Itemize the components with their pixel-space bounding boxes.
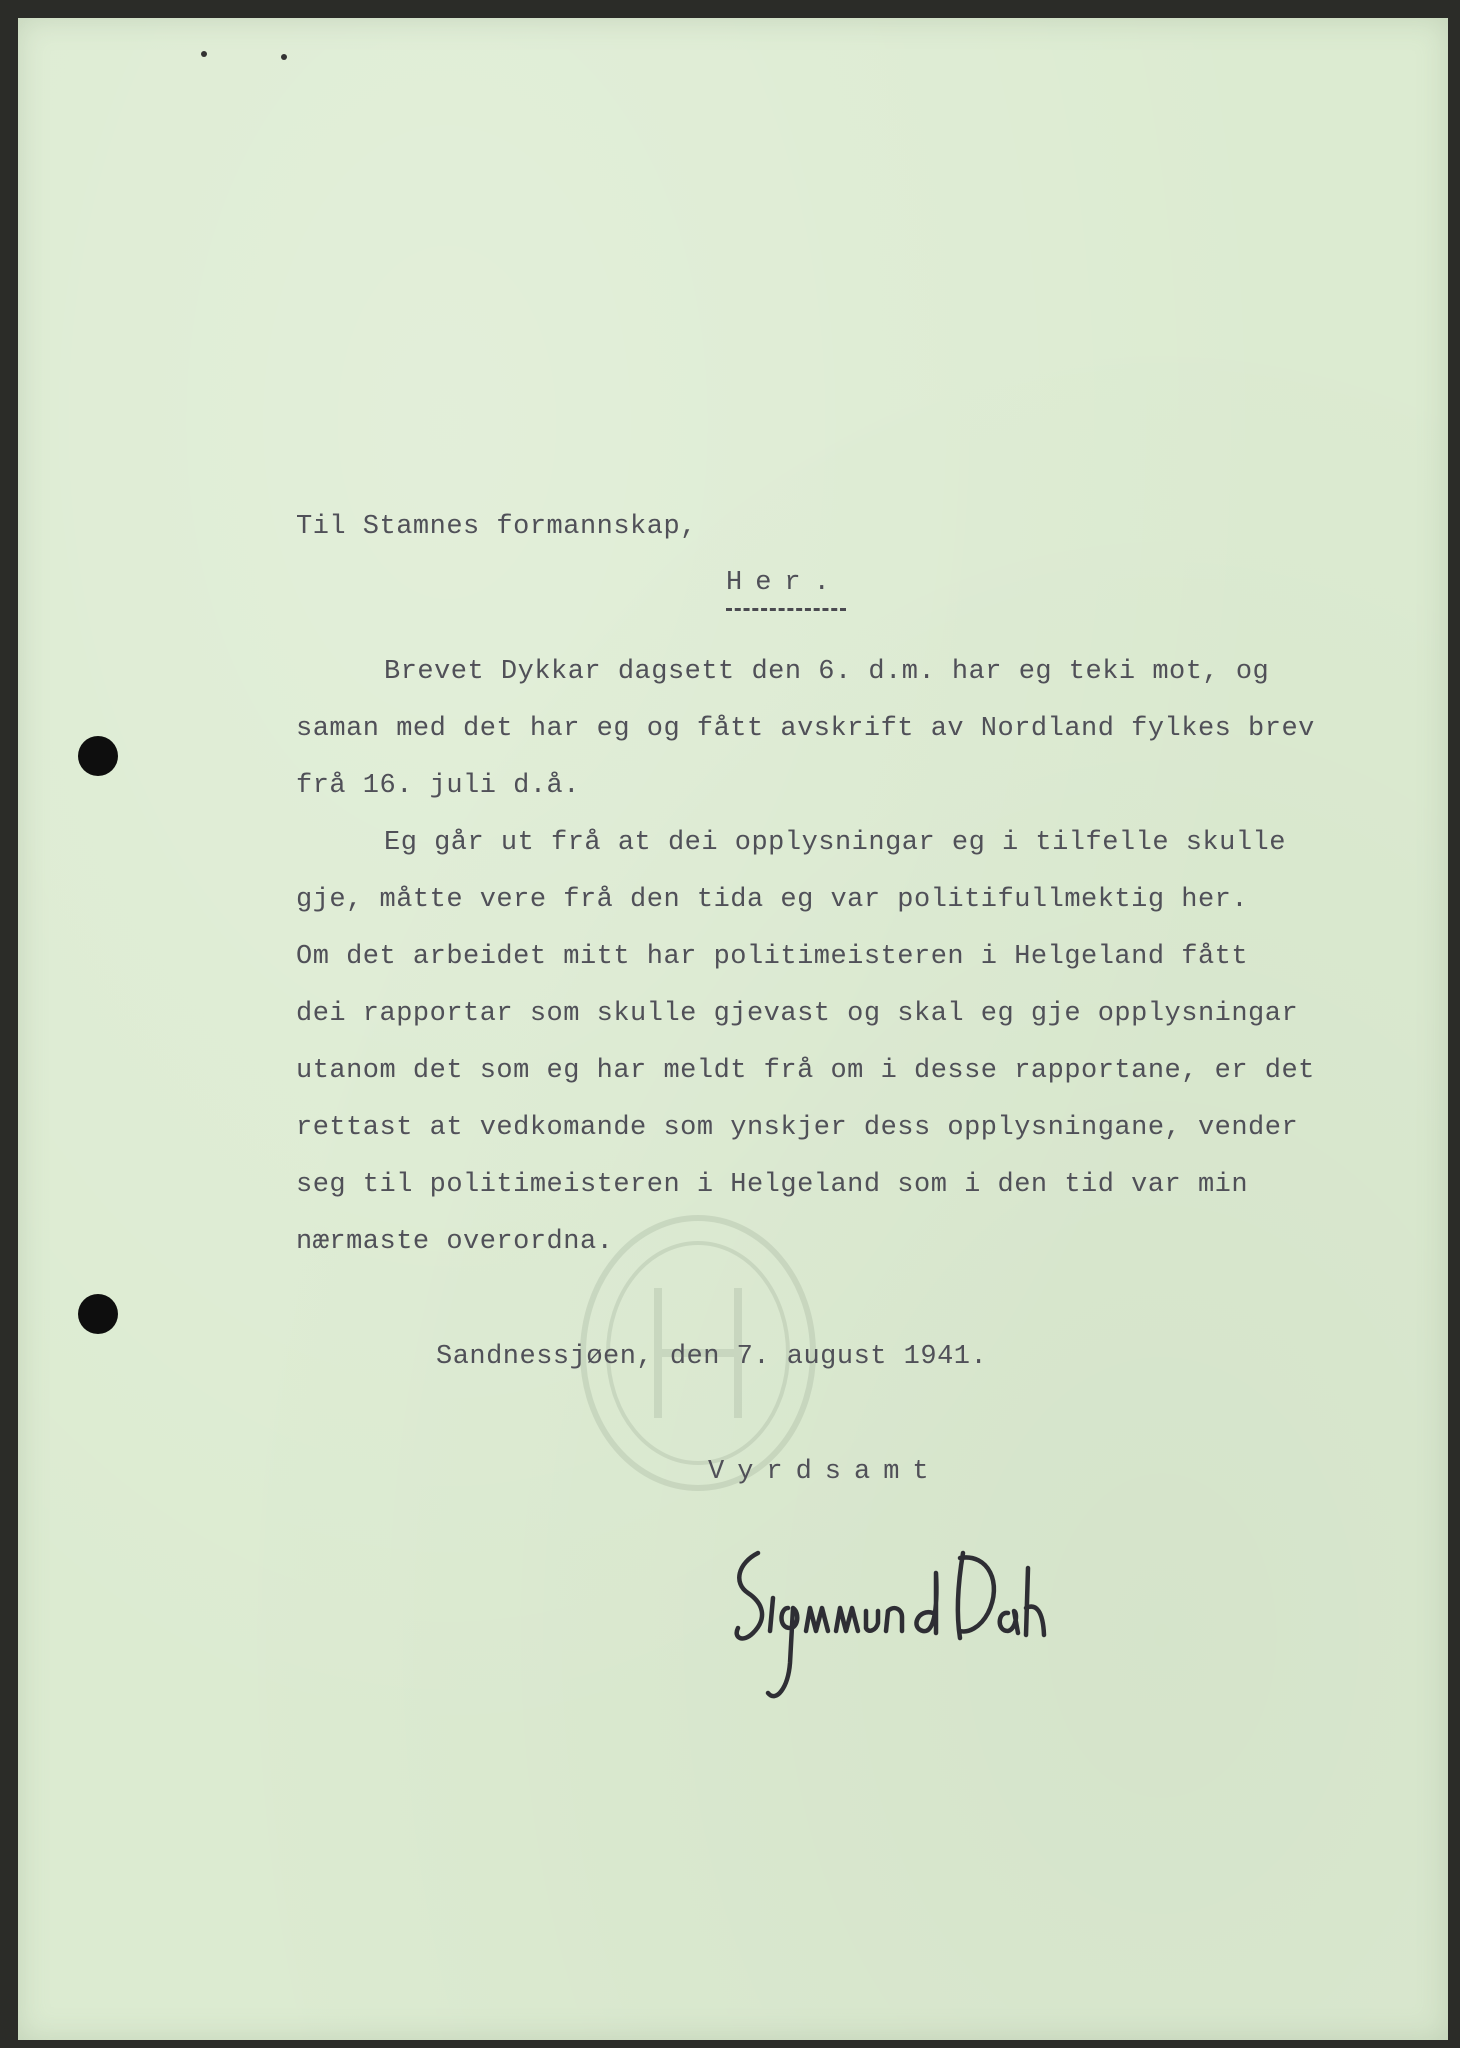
paragraph2-line: Eg går ut frå at dei opplysningar eg i tilfelle skulle (384, 828, 1286, 858)
signature-graphic (718, 1513, 1058, 1733)
recipient-line: Til Stamnes formannskap, (296, 512, 697, 542)
speck (281, 54, 287, 60)
paragraph2-line: utanom det som eg har meldt frå om i desse rapportane, er det (296, 1056, 1315, 1086)
place-date-line: Sandnessjøen, den 7. august 1941. (436, 1342, 988, 1372)
paragraph2-line: Om det arbeidet mitt har politimeisteren i Helgeland fått (296, 942, 1249, 972)
location-line: Her. (726, 568, 843, 598)
paragraph2-line: gje, måtte vere frå den tida eg var politifullmektig her. (296, 885, 1249, 915)
paragraph1-line: frå 16. juli d.å. (296, 771, 580, 801)
paragraph2-line: dei rapportar som skulle gjevast og skal eg gje opplysningar (296, 999, 1299, 1029)
paragraph2-line: seg til politimeisteren i Helgeland som i den tid var min (296, 1170, 1249, 1200)
letter-page (18, 18, 1448, 2040)
paragraph2-line: rettast at vedkomande som ynskjer dess opplysningane, vender (296, 1113, 1299, 1143)
speck (201, 51, 207, 57)
paragraph2-line: nærmaste overordna. (296, 1227, 614, 1257)
location-underline (726, 608, 846, 611)
paragraph1-line: Brevet Dykkar dagsett den 6. d.m. har eg teki mot, og (384, 657, 1270, 687)
punch-hole-bottom (78, 1294, 118, 1334)
punch-hole-top (78, 736, 118, 776)
closing-line: Vyrdsamt (708, 1457, 942, 1487)
paragraph1-line: saman med det har eg og fått avskrift av Nordland fylkes brev (296, 714, 1315, 744)
